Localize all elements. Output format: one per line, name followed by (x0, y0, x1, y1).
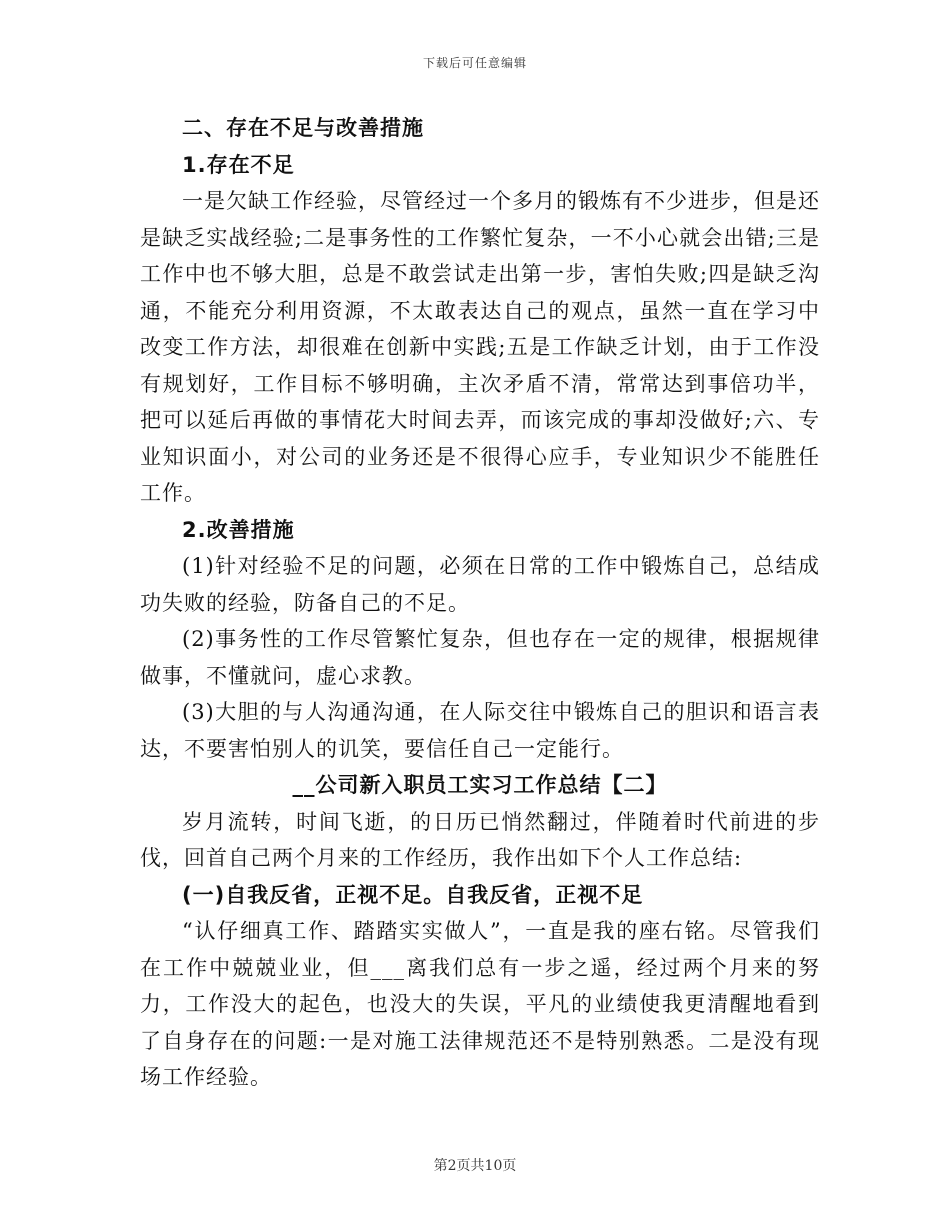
paragraph-self-reflection: “认仔细真工作、踏踏实实做人”，一直是我的座右铭。尽管我们在工作中兢兢业业，但___离我们总有一步之遥，经过两个月来的努力，工作没大的起色，也没大的失误，平凡的业绩使我更清醒地看到了自身存在的问题:一是对施工法律规范还不是特别熟悉。二是没有现场工作经验。 (140, 919, 820, 1089)
paragraph-intro: 岁月流转，时间飞逝，的日历已悄然翻过，伴随着时代前进的步伐，回首自己两个月来的工作经历，我作出如下个人工作总结: (140, 809, 820, 870)
subsection-title-improvements: 2.改善措施 (182, 517, 295, 542)
article-title: __公司新入职员工实习工作总结【二】 (292, 773, 668, 797)
part-title-self-reflection: (一)自我反省，正视不足。自我反省，正视不足 (182, 882, 644, 907)
paragraph-measure-1: (1)针对经验不足的问题，必须在日常的工作中锻炼自己，总结成功失败的经验，防备自己的不足。 (140, 554, 820, 615)
paragraph-deficiencies: 一是欠缺工作经验，尽管经过一个多月的锻炼有不少进步，但是还是缺乏实战经验;二是事务性的工作繁忙复杂，一不小心就会出错;三是工作中也不够大胆，总是不敢尝试走出第一步，害怕失败;四是缺乏沟通，不能充分利用资源，不太敢表达自己的观点，虽然一直在学习中改变工作方法，却很难在创新中实践;五是工作缺乏计划，由于工作没有规划好，工作目标不够明确，主次矛盾不清，常常达到事倍功半，把可以延后再做的事情花大时间去弄，而该完成的事却没做好;六、专业知识面小，对公司的业务还是不很得心应手，专业知识少不能胜任工作。 (140, 189, 820, 505)
document-body (140, 110, 820, 1096)
section-title: 二、存在不足与改善措施 (182, 116, 424, 140)
header-note: 下载后可任意编辑 (422, 56, 527, 70)
page-number: 第2页共10页 (433, 1158, 517, 1174)
subsection-title-deficiencies: 1.存在不足 (182, 152, 295, 177)
paragraph-measure-3: (3)大胆的与人沟通沟通，在人际交往中锻炼自己的胆识和语言表达，不要害怕别人的讥笑，要信任自己一定能行。 (140, 700, 820, 761)
paragraph-measure-2: (2)事务性的工作尽管繁忙复杂，但也存在一定的规律，根据规律做事，不懂就问，虚心求教。 (140, 627, 820, 688)
